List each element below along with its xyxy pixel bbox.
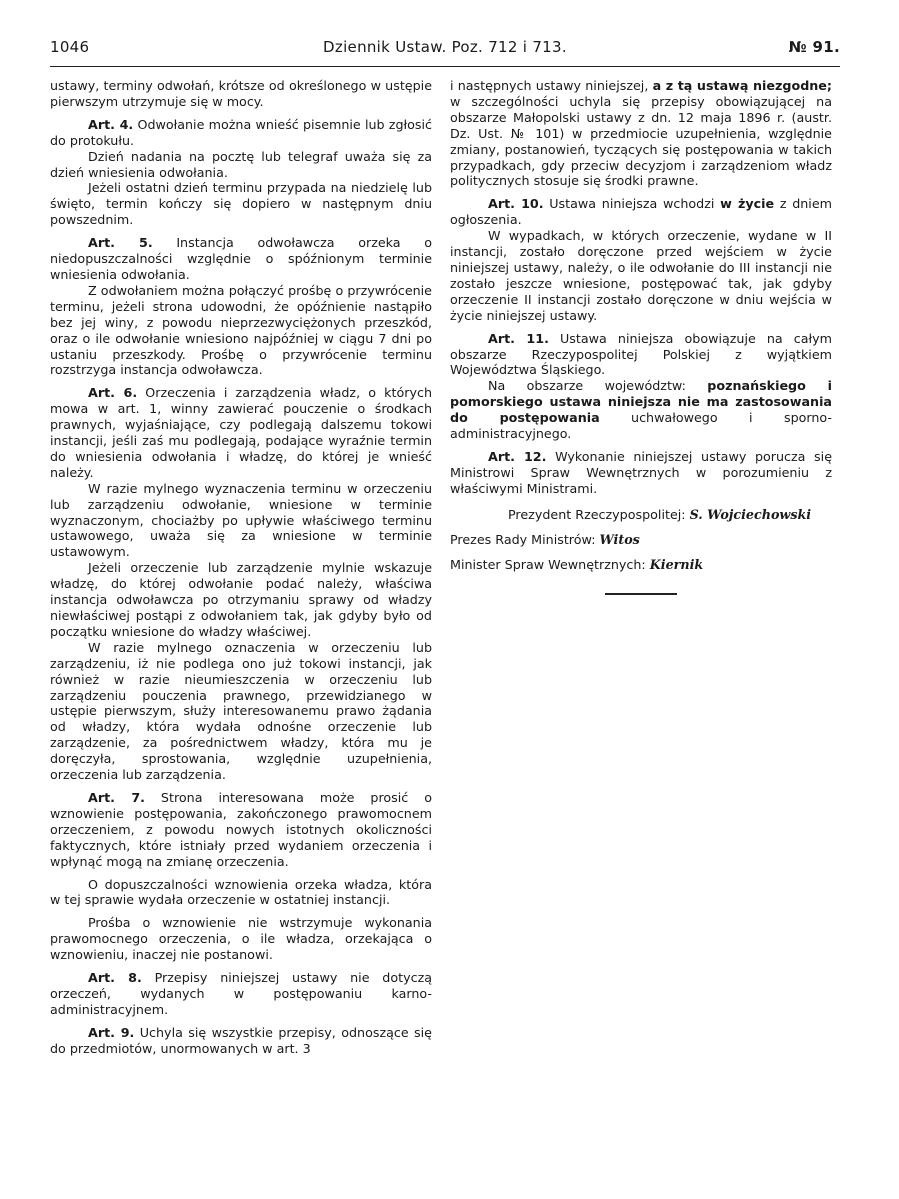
paragraph xyxy=(450,378,832,442)
paragraph: Z odwołaniem można połączyć prośbę o przywrócenie terminu, jeżeli strona udowodni, że opóźnienie nastąpiło bez jej winy, z powodu nieprzezwyciężonych przeszkód, oraz o ile odwołanie wniesiono najpóźniej w ciągu 7 dni po ustaniu przeszkody. Prośbę o przywrócenie terminu rozstrzyga instancja odwoławcza. xyxy=(50,282,432,378)
signature-prime-minister xyxy=(450,532,832,548)
paragraph xyxy=(450,78,832,189)
text-run: i następnych ustawy niniejszej, xyxy=(450,78,653,93)
article-8 xyxy=(50,970,432,1018)
article-11 xyxy=(450,331,832,379)
paragraph: Dzień nadania na pocztę lub telegraf uważa się za dzień wniesienia odwołania. xyxy=(50,148,432,180)
text-run-bold: poznańskiego i pomorskiego ustawa niniejsza nie ma zastosowania do postępowania xyxy=(450,378,832,426)
article-text: Odwołanie można wnieść pisemnie lub zgłosić do protokułu. xyxy=(50,116,432,148)
signature-label: Minister Spraw Wewnętrznych: xyxy=(450,557,650,573)
article-label: Art. 12. xyxy=(488,448,547,464)
left-column xyxy=(50,78,432,1057)
signature-interior-minister xyxy=(450,557,832,573)
article-text: Strona interesowana może prosić o wznowienie postępowania, zakończonego prawomocnem orzeczeniem, z powodu nowych istotnych okoliczności faktycznych, które istniały przed wydaniem orzeczenia i wpłynąć mogą na zmianę orzeczenia. xyxy=(50,789,432,869)
paragraph: ustawy, terminy odwołań, krótsze od określonego w ustępie pierwszym utrzymuje się w mocy. xyxy=(50,78,432,109)
right-column xyxy=(450,78,832,595)
article-label: Art. 4. xyxy=(88,116,134,132)
article-text: Ustawa niniejsza obowiązuje na całym obszarze Rzeczypospolitej Polskiej z wyjątkiem Województwa Śląskiego. xyxy=(450,330,833,378)
issue-number: № 91. xyxy=(788,38,840,56)
article-text: Wykonanie niniejszej ustawy porucza się Ministrowi Spraw Wewnętrznych w porozumieniu z właściwymi Ministrami. xyxy=(450,448,832,496)
text-run-bold: w życie xyxy=(720,196,775,212)
article-label: Art. 5. xyxy=(88,235,153,251)
paragraph: Jeżeli ostatni dzień terminu przypada na niedzielę lub święto, termin kończy się dopiero w następnym dniu powszednim. xyxy=(50,180,432,228)
signature-name: Kiernik xyxy=(649,557,704,573)
article-text: Instancja odwoławcza orzeka o niedopuszczalności względnie o spóźnionym terminie wniesienia odwołania. xyxy=(50,235,432,282)
text-run: w szczególności uchyla się przepisy obowiązującej na obszarze Małopolski ustawy z dn. 12 maja 1896 r. (austr. Dz. Ust. № 101) w przedmiocie uzupełnienia, względnie zmiany, postanowień, tyczących się postępowania w takich przypadkach, gdy przeciw decyzjom i zarządzeniom władz politycznych stosuje się środki prawne. xyxy=(450,93,832,189)
signature-name: S. Wojciechowski xyxy=(689,506,812,522)
article-label: Art. 9. xyxy=(88,1024,135,1040)
article-12 xyxy=(450,449,832,497)
article-text: Przepisy niniejszej ustawy nie dotyczą orzeczeń, wydanych w postępowaniu karno-administracyjnem. xyxy=(50,970,433,1017)
article-7 xyxy=(50,790,432,870)
article-label: Art. 10. xyxy=(488,196,544,212)
signature-label: Prezes Rady Ministrów: xyxy=(450,531,600,547)
article-text: z dniem ogłoszenia. xyxy=(450,196,832,228)
text-run: uchwałowego i sporno-administracyjnego. xyxy=(450,410,832,442)
article-text: Uchyla się wszystkie przepisy, odnoszące się do przedmiotów, unormowanych w art. 3 xyxy=(50,1024,432,1056)
article-label: Art. 11. xyxy=(488,330,549,346)
paragraph: W wypadkach, w których orzeczenie, wydane w II instancji, zostało doręczone przed wejściem w życie niniejszej ustawy, należy, o ile odwołanie do III instancji nie zostało jeszcze wniesione, postępować tak, jak gdyby orzeczenie II instancji zostało doręczone w dniu wejścia w życie niniejszej ustawy. xyxy=(450,228,832,323)
article-6 xyxy=(50,385,432,480)
header-rule xyxy=(50,66,840,67)
signature-label: Prezydent Rzeczypospolitej: xyxy=(508,506,690,522)
signature-name: Witos xyxy=(599,531,640,547)
paragraph: O dopuszczalności wznowienia orzeka władza, która w tej sprawie wydała orzeczenie w ostatniej instancji. xyxy=(50,876,432,908)
page-header xyxy=(50,38,840,66)
article-5 xyxy=(50,235,432,283)
journal-title: Dziennik Ustaw. Poz. 712 i 713. xyxy=(323,38,567,56)
article-label: Art. 6. xyxy=(88,385,138,401)
end-rule xyxy=(605,593,677,595)
article-text: Ustawa niniejsza wchodzi xyxy=(543,196,721,212)
paragraph: Prośba o wznowienie nie wstrzymuje wykonania prawomocnego orzeczenia, o ile władza, orzekająca o wznowieniu, inaczej nie postanowi. xyxy=(50,915,432,963)
text-run: Na obszarze województw: xyxy=(488,378,708,394)
article-text: Orzeczenia i zarządzenia władz, o których mowa w art. 1, winny zawierać pouczenie o środkach prawnych, wyjaśniające, czy podlegają dalszemu tokowi instancji, jeśli zaś mu podlegają, podające wyraźnie termin do wniesienia odwołania i władzę, do której je wnieść należy. xyxy=(50,385,432,480)
page-number: 1046 xyxy=(50,38,90,56)
article-10 xyxy=(450,196,832,228)
signature-president xyxy=(450,507,832,523)
article-label: Art. 7. xyxy=(88,789,145,805)
text-run-bold: a z tą ustawą niezgodne; xyxy=(652,78,832,93)
article-4 xyxy=(50,117,432,149)
paragraph: W razie mylnego oznaczenia w orzeczeniu lub zarządzeniu, iż nie podlega ono już tokowi instancji, jak również w razie nieumieszczenia w orzeczeniu lub zarządzeniu pouczenia prawnego, przewidzianego w ustępie pierwszym, służy interesowanemu prawo żądania od władzy, która wydała odnośne orzeczenie lub zarządzenie, za pośrednictwem władzy, która mu je doręczyła, sprostowania, względnie uzupełnienia, orzeczenia lub zarządzenia. xyxy=(50,639,432,783)
paragraph: W razie mylnego wyznaczenia terminu w orzeczeniu lub zarządzeniu odwołanie, wniesione w terminie wyznaczonym, chociażby po upływie właściwego terminu ustawowego, uważa się za wniesione w terminie ustawowym. xyxy=(50,480,432,560)
paragraph: Jeżeli orzeczenie lub zarządzenie mylnie wskazuje władzę, do której odwołanie podać należy, właściwa instancja odwoławcza po otrzymaniu sprawy od władzy niewłaściwej postąpi z odwołaniem tak, jak gdyby było od początku wniesione do władzy właściwej. xyxy=(50,560,432,639)
article-label: Art. 8. xyxy=(88,970,142,986)
article-9 xyxy=(50,1025,432,1057)
